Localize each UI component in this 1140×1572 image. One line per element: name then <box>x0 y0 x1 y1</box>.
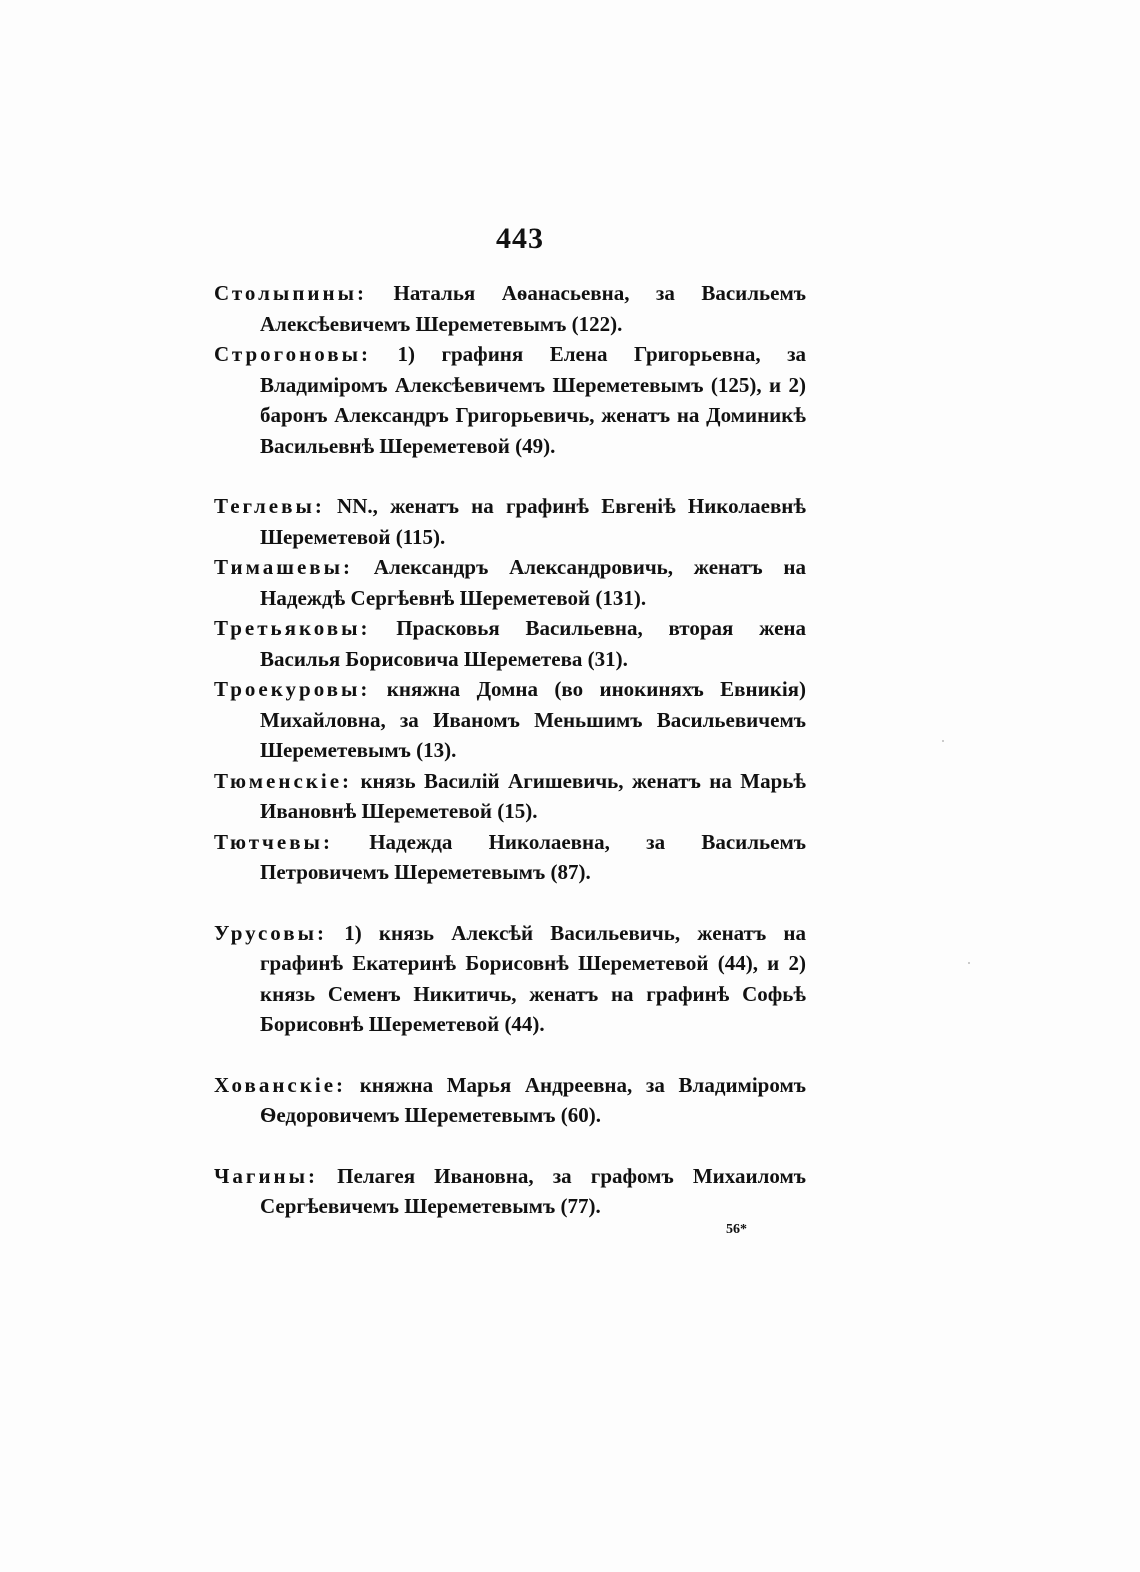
entry-text: княжна Домна (во инокиняхъ Евникія) Михайловна, за Иваномъ Меньшимъ Васильевичемъ Шереметевымъ (13). <box>260 677 807 762</box>
index-entry <box>214 918 806 1040</box>
index-entry <box>214 278 806 339</box>
index-entry <box>214 674 806 766</box>
entry-text: NN., женатъ на графинѣ Евгеніѣ Николаевнѣ Шереметевой (115). <box>260 494 807 549</box>
index-entry <box>214 766 806 827</box>
entry-text: князь Василій Агишевичь, женатъ на Марьѣ Ивановнѣ Шереметевой (15). <box>260 768 806 823</box>
entry-text: Пелагея Ивановна, за графомъ Михаиломъ Сергѣевичемъ Шереметевымъ (77). <box>260 1163 806 1218</box>
entry-surname: Хованскіе: <box>214 1072 347 1097</box>
entry-text: 1) графиня Елена Григорьевна, за Владиміромъ Алексѣевичемъ Шереметевымъ (125), и 2) баронъ Александръ Григорьевичь, женатъ на Доминикѣ Васильевнѣ Шереметевой (49). <box>260 342 807 458</box>
scan-speck <box>968 962 970 964</box>
signature-mark: 56* <box>726 1222 747 1237</box>
entry-surname: Столыпины: <box>214 281 368 305</box>
index-entry <box>214 491 806 552</box>
entry-surname: Строгоновы: <box>214 342 371 366</box>
entry-text: 1) князь Алексѣй Васильевичь, женатъ на графинѣ Екатеринѣ Борисовнѣ Шереметевой (44), и 2) князь Семенъ Никитичь, женатъ на графинѣ Софьѣ Борисовнѣ Шереметевой (44). <box>260 920 806 1036</box>
entry-text: Александръ Александровичь, женатъ на Надеждѣ Сергѣевнѣ Шереметевой (131). <box>260 555 806 610</box>
index-group-kh <box>214 1070 806 1131</box>
index-group-t <box>214 491 806 888</box>
entry-surname: Чагины: <box>214 1163 319 1188</box>
scan-speck <box>942 740 944 742</box>
index-entry <box>214 1161 806 1222</box>
index-group-st <box>214 278 806 461</box>
entry-text: княжна Марья Андреевна, за Владиміромъ Ѳедоровичемъ Шереметевымъ (60). <box>260 1072 807 1127</box>
index-entry <box>214 1070 806 1131</box>
index-entry <box>214 613 806 674</box>
index-group-u <box>214 918 806 1040</box>
index-entry <box>214 827 806 888</box>
page-number: 443 <box>496 222 544 255</box>
entry-surname: Тютчевы: <box>214 829 333 854</box>
entry-text: Наталья Аѳанасьевна, за Васильемъ Алексѣевичемъ Шереметевымъ (122). <box>260 281 807 336</box>
entry-surname: Тимашевы: <box>214 555 354 579</box>
entry-surname: Троекуровы: <box>214 677 371 701</box>
index-entry <box>214 339 806 461</box>
entry-text: Надежда Николаевна, за Васильемъ Петровичемъ Шереметевымъ (87). <box>260 829 807 884</box>
entry-surname: Тюменскіе: <box>214 768 353 793</box>
index-group-ch <box>214 1161 806 1222</box>
entry-surname: Урусовы: <box>214 920 327 945</box>
entry-surname: Третьяковы: <box>214 616 371 640</box>
index-content <box>214 278 806 1222</box>
index-entry <box>214 552 806 613</box>
entry-surname: Теглевы: <box>214 494 325 518</box>
entry-text: Прасковья Васильевна, вторая жена Василья Борисовича Шереметева (31). <box>260 616 806 671</box>
